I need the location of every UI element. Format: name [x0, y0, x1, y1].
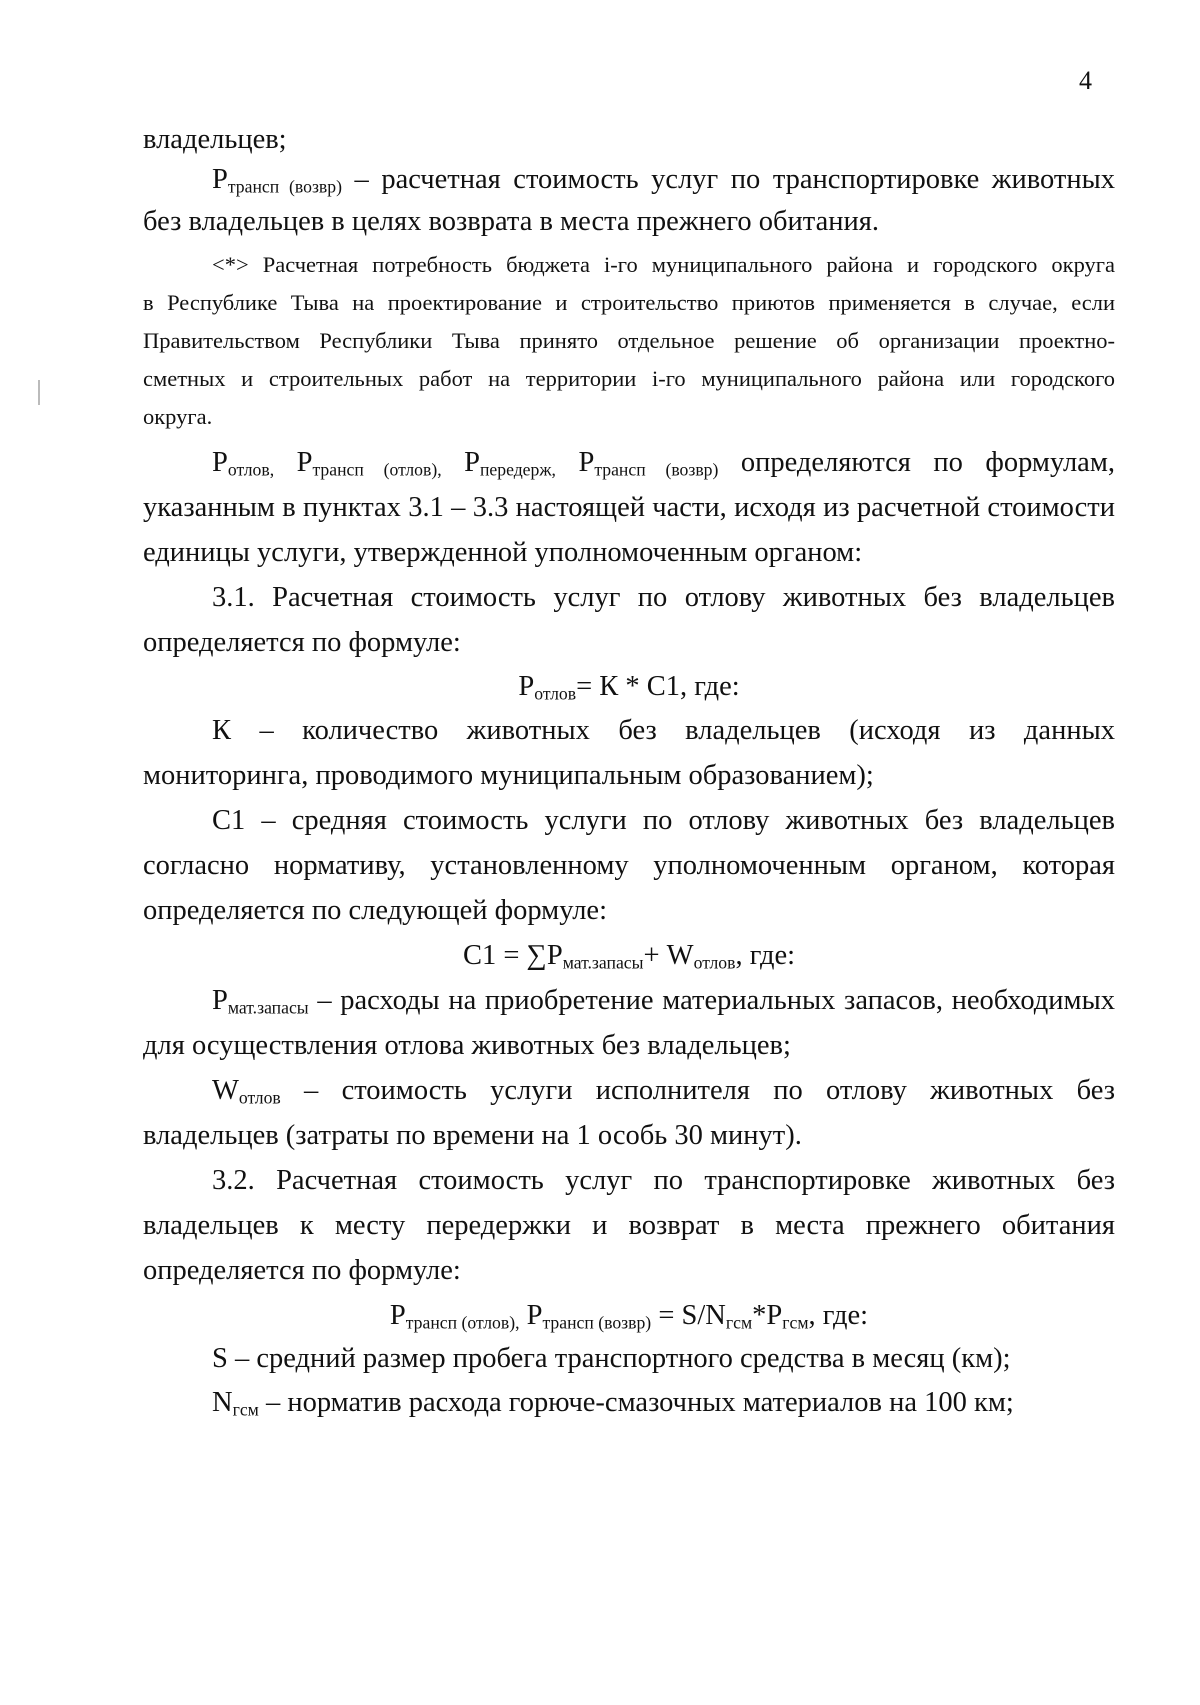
formula-line: $С1 = \sum Р_{мат.запасы}+ W_{отлов}$, где: — [462, 940, 796, 973]
footnote-line: округа. — [143, 404, 213, 429]
text-line: владельцев; — [143, 124, 287, 155]
text-line: определяется по формуле: — [143, 1255, 461, 1286]
text-line: 3.1. Расчетная стоимость услуг по отлову животных без владельцев — [212, 582, 1115, 613]
text-line: согласно нормативу, установленному уполномоченным органом, которая — [143, 850, 1115, 881]
text-line: $W_{отлов}$ – стоимость услуги исполнителя по отлову животных без — [212, 1075, 1115, 1108]
page-number: 4 — [1079, 66, 1092, 95]
text-line: владельцев (затраты по времени на 1 особь 30 минут). — [143, 1120, 802, 1151]
text-line: мониторинга, проводимого муниципальным образованием); — [143, 760, 874, 791]
text-line: S – средний размер пробега транспортного средства в месяц (км); — [212, 1343, 1011, 1374]
text-line: единицы услуги, утвержденной уполномоченным органом: — [143, 537, 863, 568]
formula-line: $Р_{отлов}= К * С1$, где: — [518, 671, 740, 704]
text-line: для осуществления отлова животных без владельцев; — [143, 1030, 791, 1061]
scan-artifact-mark — [38, 380, 40, 405]
text-line: К – количество животных без владельцев (исходя из данных — [212, 715, 1115, 746]
text-line: определяется по формуле: — [143, 627, 461, 658]
text-line: определяется по следующей формуле: — [143, 895, 607, 926]
footnote-line: Правительством Республики Тыва принято отдельное решение об организации проектно- — [143, 328, 1115, 353]
text-line: 3.2. Расчетная стоимость услуг по транспортировке животных без — [212, 1165, 1115, 1196]
text-line: владельцев к месту передержки и возврат в места прежнего обитания — [143, 1210, 1115, 1241]
footnote-line: <*> Расчетная потребность бюджета i-го муниципального района и городского округа — [212, 252, 1115, 277]
text-line: $Р_{отлов,}$ $Р_{трансп (отлов),}$ $Р_{передерж,}$ $Р_{трансп (возвр)}$ определяются по формулам, — [212, 447, 1115, 480]
text-line: указанным в пунктах 3.1 – 3.3 настоящей части, исходя из расчетной стоимости — [143, 492, 1115, 523]
text-line: $Р_{мат.запасы}$ – расходы на приобретение материальных запасов, необходимых — [212, 985, 1115, 1018]
text-line: $N_{гсм}$ – норматив расхода горюче-смазочных материалов на 100 км; — [212, 1387, 1014, 1420]
footnote-line: сметных и строительных работ на территории i-го муниципального района или городского — [143, 366, 1115, 391]
formula-line: $Р_{трансп (отлов),}$ $Р_{трансп (возвр)} = S/N_{гсм}*Р_{гсм}$, где: — [389, 1300, 869, 1333]
text-line: С1 – средняя стоимость услуги по отлову животных без владельцев — [212, 805, 1115, 836]
text-line: без владельцев в целях возврата в места прежнего обитания. — [143, 206, 879, 237]
text-line: $Р_{трансп (возвр)}$ – расчетная стоимость услуг по транспортировке животных — [212, 164, 1115, 197]
footnote-line: в Республике Тыва на проектирование и строительство приютов применяется в случае, если — [143, 290, 1115, 315]
